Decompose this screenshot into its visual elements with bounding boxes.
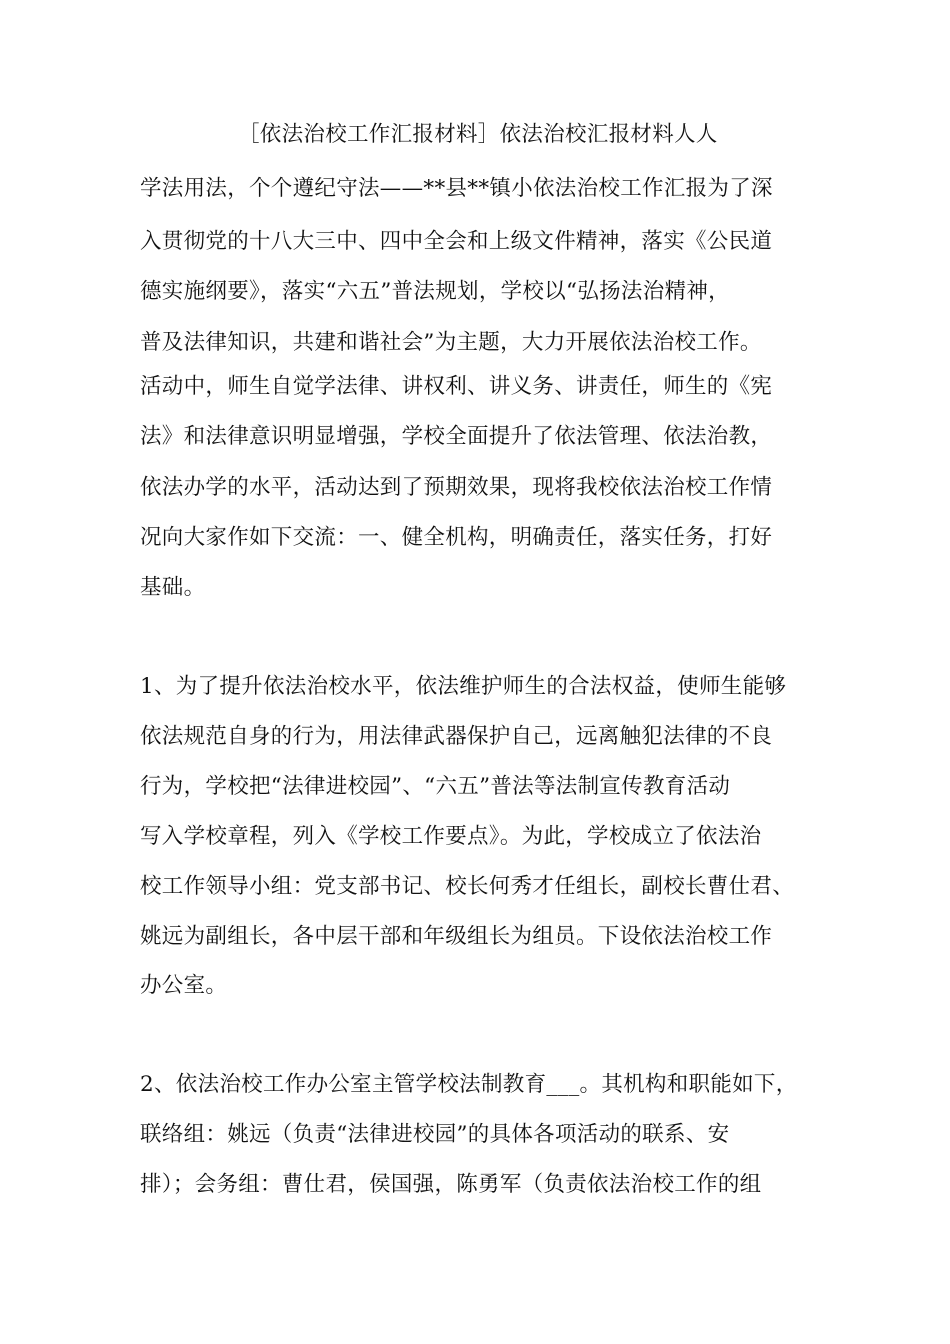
- text-line: 联络组：姚远（负责“法律进校园”的具体各项活动的联系、安: [140, 1122, 730, 1147]
- text-line: 基础。: [140, 575, 206, 600]
- text-line: 况向大家作如下交流：一、健全机构，明确责任，落实任务，打好: [140, 525, 773, 550]
- text-line: 写入学校章程，列入《学校工作要点》。为此，学校成立了依法治: [140, 824, 762, 849]
- text-line: 学法用法，个个遵纪守法——**县**镇小依法治校工作汇报为了深: [140, 176, 773, 201]
- text-line: 办公室。: [140, 973, 228, 998]
- text-line: 法》和法律意识明显增强，学校全面提升了依法管理、依法治教，: [140, 424, 773, 449]
- text-line: 排）；会务组：曹仕君，侯国强，陈勇军（负责依法治校工作的组: [140, 1172, 762, 1197]
- text-line: 姚远为副组长，各中层干部和年级组长为组员。下设依法治校工作: [140, 924, 773, 949]
- text-line: 1、为了提升依法治校水平，依法维护师生的合法权益，使师生能够: [140, 674, 787, 699]
- text-line: 入贯彻党的十八大三中、四中全会和上级文件精神，落实《公民道: [140, 229, 773, 254]
- text-line: ［依法治校工作汇报材料］依法治校汇报材料人人: [238, 122, 718, 147]
- text-line: 普及法律知识，共建和谐社会”为主题，大力开展依法治校工作。: [140, 330, 762, 355]
- text-line: 校工作领导小组：党支部书记、校长何秀才任组长，副校长曹仕君、: [140, 874, 795, 899]
- text-line: 行为，学校把“法律进校园”、“六五”普法等法制宣传教育活动: [140, 774, 731, 799]
- text-line: 德实施纲要》，落实“六五”普法规划，学校以“弘扬法治精神，: [140, 279, 730, 304]
- text-line: 依法办学的水平，活动达到了预期效果，现将我校依法治校工作情: [140, 475, 773, 500]
- text-line: 活动中，师生自觉学法律、讲权利、讲义务、讲责任，师生的《宪: [140, 374, 773, 399]
- text-line: 2、依法治校工作办公室主管学校法制教育___。其机构和职能如下，: [140, 1072, 798, 1097]
- text-line: 依法规范自身的行为，用法律武器保护自己，远离触犯法律的不良: [140, 724, 773, 749]
